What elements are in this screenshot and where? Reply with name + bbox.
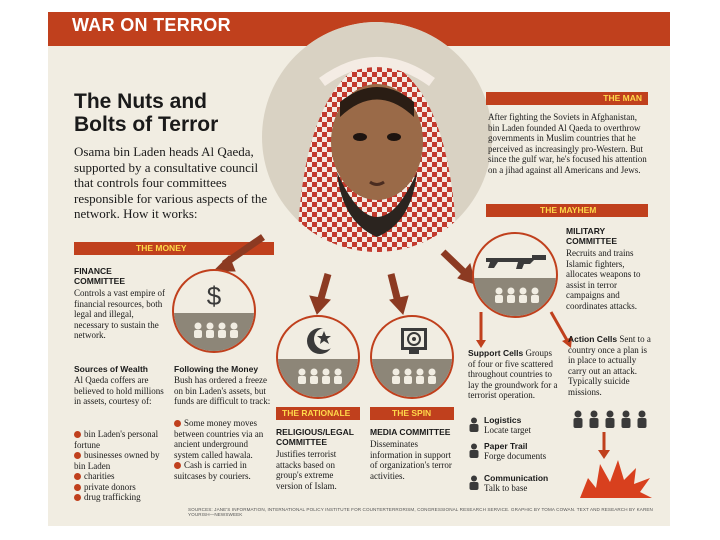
list-item: private donors	[74, 482, 170, 493]
headline-line-2: Bolts of Terror	[74, 113, 219, 136]
the-spin-label: THE SPIN	[392, 408, 432, 418]
sources-of-wealth-list	[74, 429, 170, 503]
list-item: charities	[74, 471, 170, 482]
people-group-icon	[386, 367, 442, 393]
intro-text: Osama bin Laden heads Al Qaeda, supported by a consultative council that controls four committees responsible for various aspects of the network. How it works:	[74, 144, 268, 221]
arrow-head-spin	[390, 296, 408, 314]
source-credit: SOURCES: JANE'S INFORMATION, INTERNATIONAL POLICY INSTITUTE FOR COUNTERTERRORISM, CONGRESSIONAL RESEARCH SERVICE. GRAPHIC BY TOMA COWAN. TEXT AND RESEARCH BY KAREN YOURISH—NEWSWEEK	[188, 507, 653, 517]
following-money-text: Bush has ordered a freeze on bin Laden's assets, but funds are difficult to track:	[174, 375, 271, 406]
finance-committee-heading: FINANCE COMMITTEE	[74, 266, 125, 286]
the-rationale-label: THE RATIONALE	[282, 408, 351, 418]
list-item	[468, 415, 568, 441]
religious-legal-committee-heading: RELIGIOUS/LEGAL COMMITTEE	[276, 427, 354, 447]
list-item: drug trafficking	[74, 492, 170, 503]
action-cells-block	[568, 334, 652, 397]
religious-legal-committee-text: Justifies terrorist attacks based on group's extreme version of Islam.	[276, 449, 337, 491]
media-committee-text: Disseminates information in support of organization's terror activities.	[370, 439, 452, 481]
bullet-icon	[174, 462, 181, 469]
infographic-page	[48, 12, 670, 526]
people-group-icon	[188, 321, 244, 347]
arrow-to-military	[443, 252, 466, 274]
media-committee-heading: MEDIA COMMITTEE	[370, 427, 451, 437]
communication-heading: Communication	[484, 473, 549, 483]
bullet-icon	[74, 484, 81, 491]
the-spin-bar	[370, 407, 454, 420]
the-man-label: THE MAN	[603, 93, 642, 103]
military-circle	[472, 232, 558, 318]
tv-screen-icon	[399, 326, 429, 356]
paper-trail-text: Forge documents	[484, 451, 547, 461]
action-cells-heading: Action Cells	[568, 334, 618, 344]
sources-of-wealth-text: Al Qaeda coffers are believed to hold millions in assets, courtesy of:	[74, 375, 164, 406]
action-cell-people-icon	[570, 410, 650, 432]
logistics-heading: Logistics	[484, 415, 522, 425]
following-money-list	[174, 418, 274, 481]
the-mayhem-label: THE MAYHEM	[540, 205, 597, 215]
person-icon	[468, 417, 480, 432]
the-rationale-bar	[276, 407, 360, 420]
people-group-icon	[292, 367, 348, 393]
explosion-icon	[578, 456, 654, 500]
rifle-icon	[484, 250, 550, 272]
arrow-head-support-cells	[476, 340, 486, 348]
military-committee-heading: MILITARY COMMITTEE	[566, 226, 617, 246]
money-circle	[172, 269, 256, 353]
rationale-circle	[276, 315, 360, 399]
paper-trail-heading: Paper Trail	[484, 441, 528, 451]
list-item: businesses owned by bin Laden	[74, 450, 160, 471]
list-item	[468, 441, 568, 473]
military-committee-text: Recruits and trains Islamic fighters, allocates weapons to assist in terror campaigns and coordinates attacks.	[566, 248, 641, 311]
bullet-icon	[174, 420, 181, 427]
communication-text: Talk to base	[484, 483, 528, 493]
list-item: bin Laden's personal fortune	[74, 429, 159, 450]
arrow-to-spin	[391, 274, 398, 302]
arrow-to-action-cells	[551, 312, 568, 342]
sources-of-wealth-heading: Sources of Wealth	[74, 364, 148, 374]
following-money-heading: Following the Money	[174, 364, 259, 374]
list-item: Cash is carried in suitcases by couriers.	[174, 460, 251, 481]
person-icon	[468, 475, 480, 490]
finance-committee-text: Controls a vast empire of financial resources, both legal and illegal, necessary to sustain the network.	[74, 288, 165, 340]
support-cells-heading: Support Cells	[468, 348, 524, 358]
headline-line-1: The Nuts and	[74, 90, 208, 113]
the-man-text: After fighting the Soviets in Afghanistan, bin Laden founded Al Qaeda to overthrow governments in Muslim countries that he perceived as increasingly pro-Western. But since the gulf war, he's focused his attention on a jihad against all Americans and Jews.	[488, 112, 647, 175]
banner-title: WAR ON TERROR	[72, 15, 231, 35]
arrow-head-rationale	[310, 296, 330, 314]
spin-circle	[370, 315, 454, 399]
person-icon	[468, 443, 480, 458]
action-cells-text: Sent to a country once a plan is in place to actually carry out an attack. Typically suicide missions.	[568, 334, 651, 397]
logistics-text: Locate target	[484, 425, 532, 435]
support-cells-text: Groups of four or five scattered throughout countries to lay the groundwork for a terrorist operation.	[468, 348, 558, 400]
bullet-icon	[74, 431, 81, 438]
dollar-icon: $	[206, 281, 222, 311]
people-group-icon	[489, 286, 545, 312]
bullet-icon	[74, 494, 81, 501]
support-roles-list	[468, 415, 568, 499]
list-item	[468, 473, 568, 499]
crescent-star-icon	[304, 325, 336, 357]
list-item: Some money moves between countries via an ancient underground system called hawala.	[174, 418, 264, 460]
bullet-icon	[74, 473, 81, 480]
the-money-label: THE MONEY	[136, 243, 187, 253]
support-cells-block	[468, 348, 560, 401]
bullet-icon	[74, 452, 81, 459]
